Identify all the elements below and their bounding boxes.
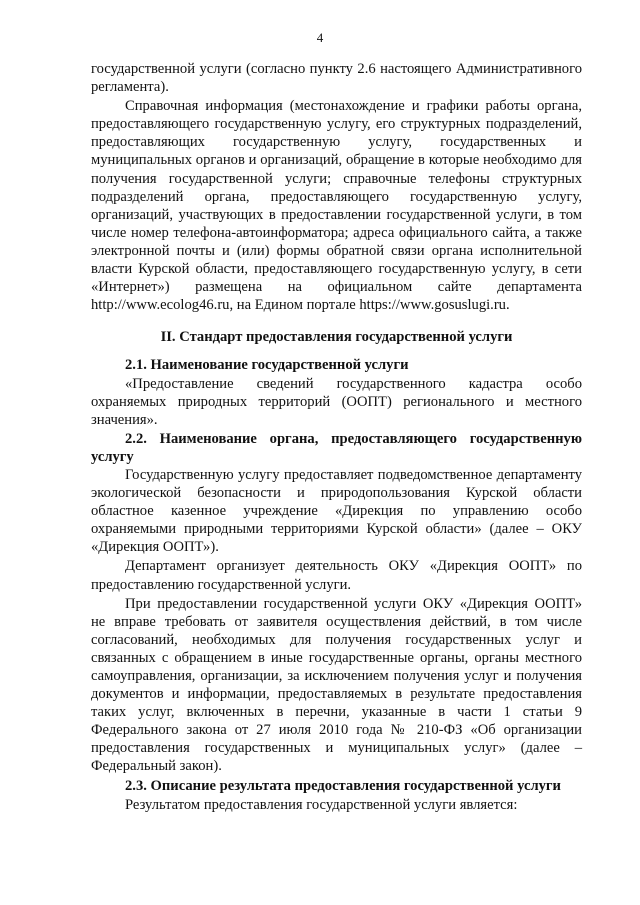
- paragraph-provider: Государственную услугу предоставляет подведомственное департаменту экологической безопасности и природопользования Курской области областное казенное учреждение «Дирекция по управлению особо охраняемыми природными территориями Курской области» (далее – ОКУ «Дирекция ООПТ»).: [91, 466, 582, 556]
- paragraph-result: Результатом предоставления государственной услуги является:: [125, 796, 518, 813]
- paragraph-reference-info: Справочная информация (местонахождение и графики работы органа, предоставляющего государственную услугу, его структурных подразделений, предоставляющих государственную услугу, государственных и муниципальных органов и организаций, обращение в которые необходимо для получения государственной услуги; справочные телефоны структурных подразделений органа, предоставляющего государственную услугу, организаций, участвующих в предоставлении государственной услуги, в том числе номер телефона-автоинформатора; адреса официального сайта, а также электронной почты и (или) формы обратной связи органа исполнительной власти Курской области, предоставляющего государственную услугу, в сети «Интернет») размещена на официальном сайте департамента http://www.ecolog46.ru, на Едином портале https://www.gosuslugi.ru.: [91, 98, 582, 314]
- paragraph-continuation: государственной услуги (согласно пункту 2.6 настоящего Административного регламента).: [91, 61, 582, 96]
- paragraph-service-name: «Предоставление сведений государственного кадастра особо охраняемых природных территорий (ООПТ) регионального и местного значения».: [91, 375, 582, 428]
- subsection-2-2-heading: 2.2. Наименование органа, предоставляющего государственную услугу: [91, 430, 582, 465]
- subsection-2-3-heading: 2.3. Описание результата предоставления государственной услуги: [125, 777, 561, 794]
- paragraph-department-organizes: Департамент организует деятельность ОКУ «Дирекция ООПТ» по предоставлению государственной услуги.: [91, 558, 582, 593]
- document-body: [91, 60, 582, 814]
- section-title: II. Стандарт предоставления государственной услуги: [160, 329, 513, 346]
- subsection-2-1-heading: 2.1. Наименование государственной услуги: [125, 357, 409, 374]
- paragraph-restrictions: При предоставлении государственной услуги ОКУ «Дирекция ООПТ» не вправе требовать от заявителя осуществления действий, в том числе согласований, необходимых для получения государственных услуг и связанных с обращением в иные государственные органы, органы местного самоуправления, организации, за исключением получения услуг и получения документов и информации, предоставляемых в результате предоставления таких услуг, включенных в перечни, указанные в части 1 статьи 9 Федерального закона от 27 июля 2010 года № 210-ФЗ «Об организации предоставления государственных и муниципальных услуг» (далее – Федеральный закон).: [91, 595, 582, 775]
- page-number: 4: [316, 30, 324, 45]
